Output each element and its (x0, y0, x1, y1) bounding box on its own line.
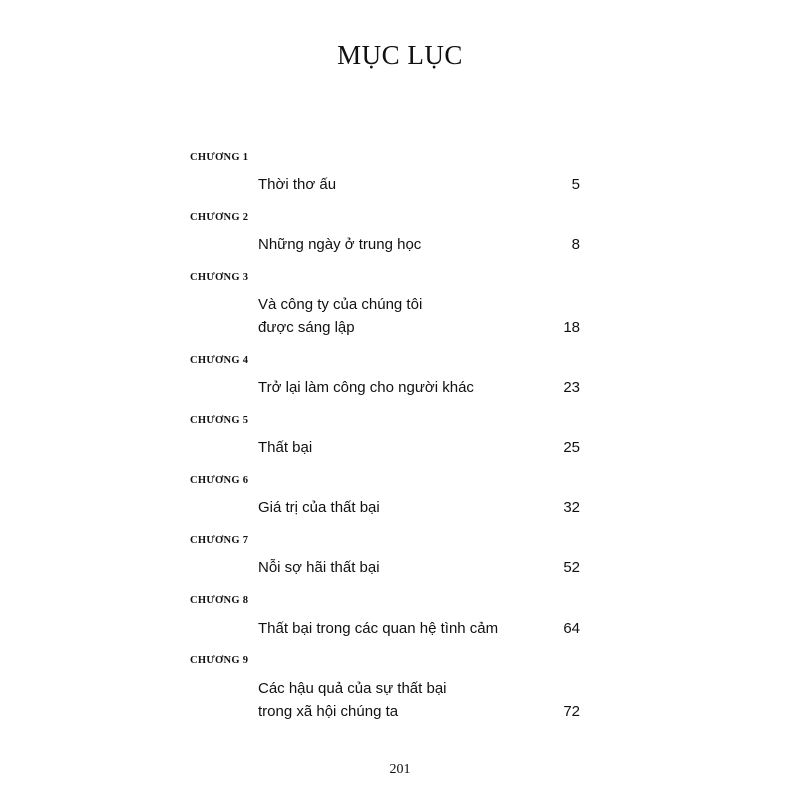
chapter-label: CHƯƠNG 9 (190, 655, 249, 666)
chapter-label: CHƯƠNG 2 (190, 212, 249, 223)
chapter-label: CHƯƠNG 8 (190, 595, 249, 606)
chapter-page-number: 8 (571, 236, 580, 253)
chapter-page-number: 5 (571, 176, 580, 193)
chapter-label: CHƯƠNG 6 (190, 475, 249, 486)
chapter-page-number: 18 (563, 319, 580, 336)
chapter-title: Những ngày ở trung học (258, 236, 422, 253)
page-number: 201 (389, 762, 411, 777)
chapter-title: Nỗi sợ hãi thất bại (258, 559, 380, 576)
chapter-page-number: 52 (563, 559, 580, 576)
chapter-page-number: 32 (563, 499, 580, 516)
chapter-label: CHƯƠNG 5 (190, 415, 249, 426)
chapter-page-number: 25 (563, 439, 580, 456)
chapter-label: CHƯƠNG 4 (190, 355, 249, 366)
chapter-label: CHƯƠNG 3 (190, 272, 249, 283)
chapter-title: Trở lại làm công cho người khác (258, 379, 474, 396)
chapter-label: CHƯƠNG 1 (190, 152, 249, 163)
page-title: MỤC LỤC (337, 40, 463, 70)
chapter-title: Thời thơ ấu (258, 176, 337, 193)
chapter-title: Thất bại trong các quan hệ tình cảm (258, 620, 499, 637)
chapter-title-line-1: Các hậu quả của sự thất bại (258, 680, 447, 697)
chapter-title: Giá trị của thất bại (258, 499, 380, 516)
chapter-title-line-2: được sáng lập (258, 319, 355, 336)
chapter-label: CHƯƠNG 7 (190, 535, 249, 546)
chapter-title: Thất bại (258, 439, 313, 456)
chapter-page-number: 64 (563, 620, 580, 637)
chapter-page-number: 72 (563, 703, 580, 720)
chapter-page-number: 23 (563, 379, 580, 396)
chapter-title-line-2: trong xã hội chúng ta (258, 703, 399, 720)
chapter-title-line-1: Và công ty của chúng tôi (258, 296, 423, 313)
